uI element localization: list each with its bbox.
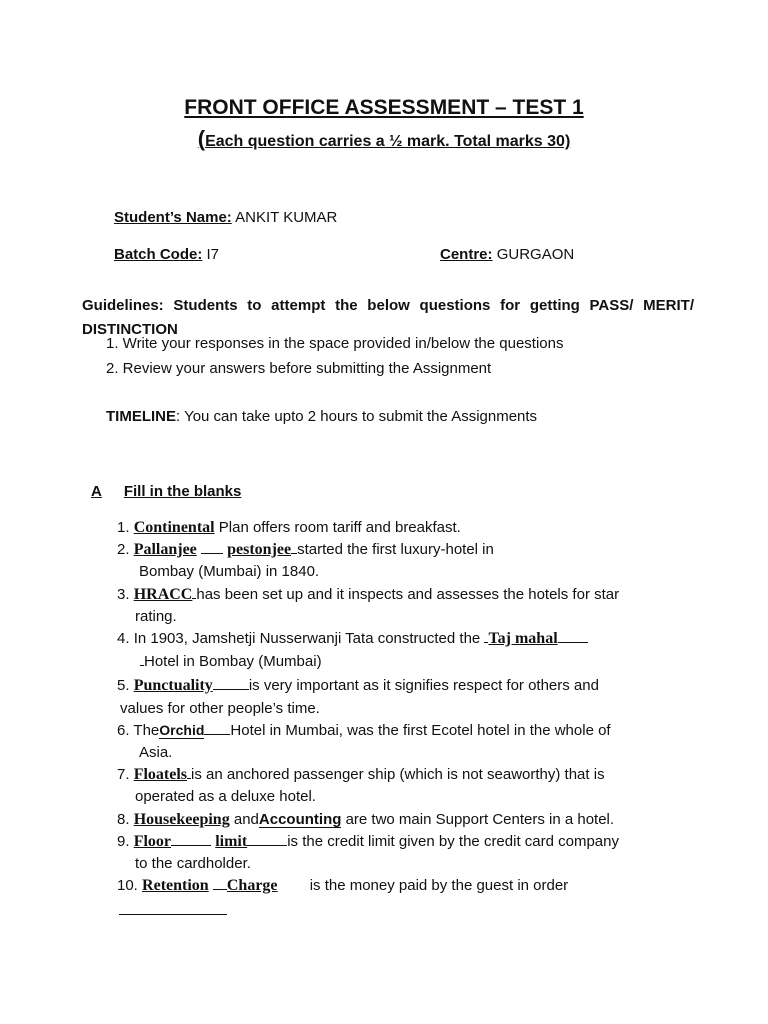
batch-code-field: [114, 246, 219, 263]
q7-text-line-2: operated as a deluxe hotel.: [135, 788, 316, 805]
section-a-letter: A: [91, 483, 102, 500]
question-9: [117, 833, 619, 851]
q8-answer-2: Accounting: [258, 811, 342, 828]
q1-text: Plan offers room tariff and breakfast.: [218, 519, 461, 536]
student-name-value: ANKIT KUMAR: [235, 209, 338, 226]
q8-number: 8.: [117, 811, 130, 828]
q4-blank: [558, 630, 588, 643]
q3-text: has been set up and it inspects and assesses the hotels for star: [196, 586, 620, 603]
q5-text: is very important as it signifies respect for others and: [248, 677, 599, 694]
q4-text: In 1903, Jamshetji Nusserwanji Tata constructed the: [133, 630, 481, 647]
question-5: [117, 677, 599, 695]
q2-number: 2.: [117, 541, 130, 558]
q3-text-line-2: rating.: [135, 608, 177, 625]
q3-answer: HRACC: [133, 586, 193, 603]
q10-answer-2: Charge: [226, 877, 278, 894]
centre-field: [440, 246, 574, 263]
question-6: [117, 722, 611, 739]
question-2: [117, 541, 494, 559]
q9-answer-2: limit: [215, 833, 248, 850]
student-name-label: Student’s Name:: [114, 209, 232, 226]
q6-text: Hotel in Mumbai, was the first Ecotel hotel in the whole of: [230, 722, 611, 739]
question-4: [117, 630, 588, 648]
q4-text-line-2: [140, 653, 322, 670]
question-3: [117, 586, 619, 604]
q9-text-line-2: to the cardholder.: [135, 855, 251, 872]
q9-number: 9.: [117, 833, 130, 850]
q8-answer-1: Housekeeping: [133, 811, 230, 828]
batch-code-label: Batch Code:: [114, 246, 203, 263]
question-1: [117, 519, 461, 537]
q5-text-line-2: values for other people’s time.: [120, 700, 320, 717]
q5-answer: Punctuality: [133, 677, 213, 694]
question-8: [117, 811, 614, 829]
q6-answer: Orchid: [159, 722, 205, 738]
q6-text-line-2: Asia.: [139, 744, 173, 761]
batch-code-value: I7: [206, 246, 220, 263]
q6-blank: [204, 722, 230, 735]
q1-number: 1.: [117, 519, 130, 536]
q8-text-mid: and: [233, 811, 259, 828]
student-name-field: [114, 209, 337, 226]
q2-text-line-2: Bombay (Mumbai) in 1840.: [139, 563, 320, 580]
q4-number: 4.: [117, 630, 130, 647]
q7-answer: Floatels: [133, 766, 188, 783]
subtitle-text: Each question carries a ½ mark. Total marks 30): [205, 133, 571, 150]
q1-answer: Continental: [133, 519, 215, 536]
q9-text: is the credit limit given by the credit card company: [287, 833, 619, 850]
section-a-title: Fill in the blanks: [123, 483, 242, 500]
q4-text-2: Hotel in Bombay (Mumbai): [144, 653, 322, 670]
page-subtitle: [0, 126, 768, 152]
q2-blank: [201, 541, 223, 554]
centre-label: Centre:: [440, 246, 493, 263]
q7-text: is an anchored passenger ship (which is not seaworthy) that is: [191, 766, 605, 783]
q9-blank-2: [247, 833, 287, 846]
guideline-rule-2: 2. Review your answers before submitting the Assignment: [106, 360, 492, 377]
q10-number: 10.: [117, 877, 138, 894]
centre-value: GURGAON: [496, 246, 575, 263]
q9-answer-1: Floor: [133, 833, 172, 850]
q9-blank: [171, 833, 211, 846]
section-a-heading: [91, 483, 241, 500]
q10-blank: [213, 877, 227, 890]
q5-number: 5.: [117, 677, 130, 694]
question-10: [117, 877, 568, 895]
q5-blank: [213, 677, 249, 690]
q3-number: 3.: [117, 586, 130, 603]
guidelines-text: Guidelines: Students to attempt the below questions for getting PASS/ MERIT/ DISTINCTION: [82, 297, 694, 338]
question-7: [117, 766, 605, 784]
q10-text: is the money paid by the guest in order: [309, 877, 569, 894]
page-title: FRONT OFFICE ASSESSMENT – TEST 1: [184, 96, 584, 119]
q10-answer-line: [119, 914, 227, 915]
subtitle-paren: (: [197, 126, 206, 151]
q6-number: 6.: [117, 722, 130, 739]
timeline-label: TIMELINE: [106, 408, 176, 425]
q2-answer-1: Pallanjee: [133, 541, 197, 558]
q4-answer: Taj mahal: [488, 630, 558, 647]
q6-text-lead: The: [133, 722, 160, 739]
guideline-rule-1: 1. Write your responses in the space provided in/below the questions: [106, 335, 564, 352]
q7-number: 7.: [117, 766, 130, 783]
timeline-text: : You can take upto 2 hours to submit the Assignments: [176, 408, 538, 425]
q2-answer-2: pestonjee: [227, 541, 292, 558]
timeline-line: [106, 408, 537, 425]
q2-text: started the first luxury-hotel in: [297, 541, 494, 558]
q8-text: are two main Support Centers in a hotel.: [345, 811, 615, 828]
q10-answer-1: Retention: [142, 877, 209, 894]
